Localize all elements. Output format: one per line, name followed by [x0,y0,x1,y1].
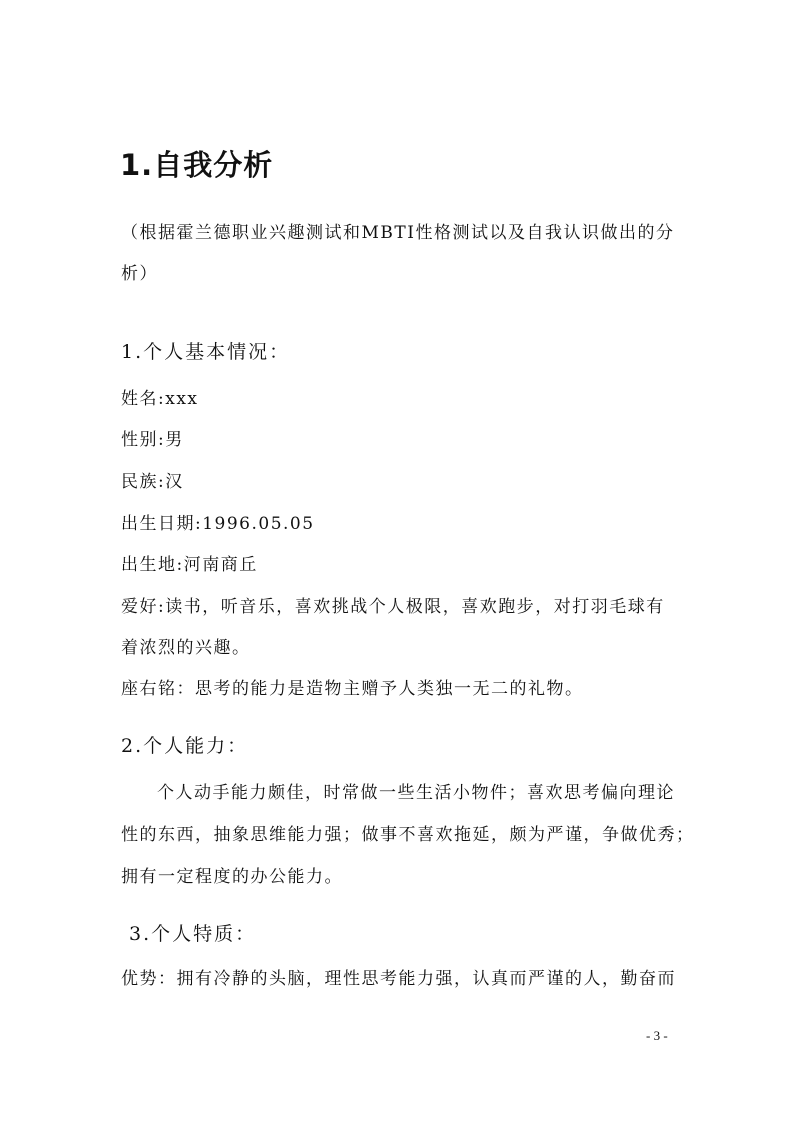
info-hobbies-line-1: 爱好:读书，听音乐，喜欢挑战个人极限，喜欢跑步，对打羽毛球有 [121,597,665,617]
info-gender: 性别:男 [121,430,184,450]
page-title: 1.自我分析 [120,148,274,182]
abilities-line-3: 拥有一定程度的办公能力。 [121,867,343,887]
section-heading-basic-info: 1.个人基本情况： [121,341,291,363]
abilities-line-1: 个人动手能力颇佳，时常做一些生活小物件；喜欢思考偏向理论 [157,783,675,803]
info-birthdate: 出生日期:1996.05.05 [121,514,315,534]
intro-text-line-2: 析） [121,264,158,284]
section-heading-abilities: 2.个人能力： [121,735,249,757]
section-heading-traits: 3.个人特质： [129,923,257,945]
abilities-line-2: 性的东西，抽象思维能力强；做事不喜欢拖延，颇为严谨，争做优秀； [121,825,695,845]
intro-text-line-1: （根据霍兰德职业兴趣测试和MBTI性格测试以及自我认识做出的分 [121,223,675,243]
info-hobbies-line-2: 着浓烈的兴趣。 [121,638,251,658]
info-name: 姓名:xxx [121,389,199,409]
info-ethnicity: 民族:汉 [121,472,184,492]
traits-line-1: 优势：拥有冷静的头脑，理性思考能力强，认真而严谨的人，勤奋而 [121,969,676,989]
info-birthplace: 出生地:河南商丘 [121,555,258,575]
info-motto: 座右铭：思考的能力是造物主赠予人类独一无二的礼物。 [121,679,584,699]
page-number: - 3 - [646,1028,668,1043]
